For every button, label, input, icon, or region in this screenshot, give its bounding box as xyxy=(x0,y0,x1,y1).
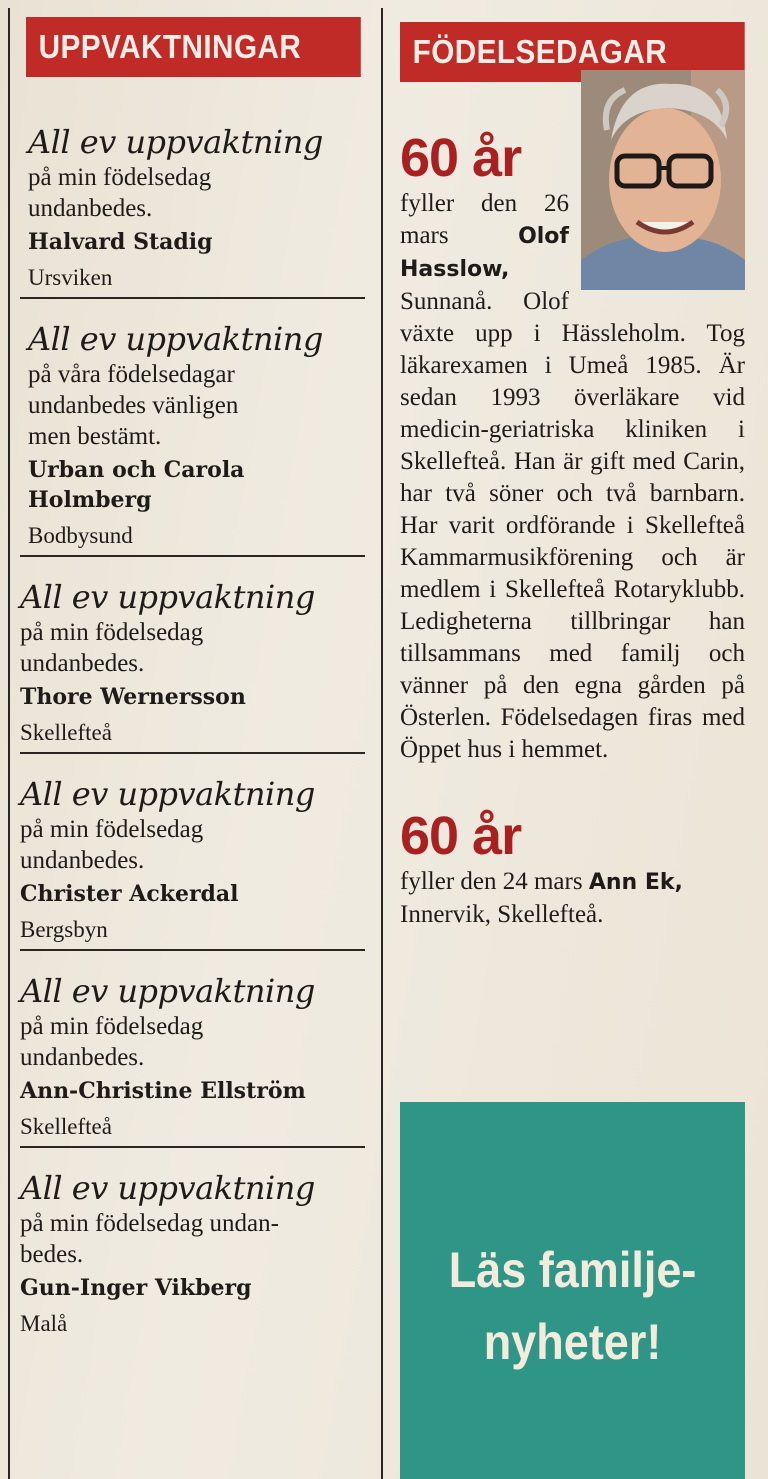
birthday-entry-ann xyxy=(400,806,745,931)
notice-title: All ev uppvaktning xyxy=(20,775,315,813)
notice-body-line: men bestämt. xyxy=(28,423,162,450)
birthday-entry-olof xyxy=(400,128,745,766)
notice-name: Gun-Inger Vikberg xyxy=(20,1275,252,1301)
notices-column xyxy=(20,122,365,1363)
notice-body-line: på våra födelsedagar xyxy=(28,361,235,388)
notice-place: Malå xyxy=(20,1311,68,1336)
notice-body xyxy=(20,617,365,679)
notice-title: All ev uppvaktning xyxy=(20,1169,315,1207)
notice-name: Ann-Christine Ellström xyxy=(20,1078,306,1104)
notice-body-line: på min födelsedag xyxy=(20,816,204,843)
left-margin-rule xyxy=(8,8,10,1479)
birthday-text xyxy=(400,866,745,931)
notice-name: Halvard Stadig xyxy=(28,229,213,255)
notice-body-line: undanbedes. xyxy=(20,1044,145,1071)
notice-item xyxy=(20,1168,365,1343)
notice-name: Christer Ackerdal xyxy=(20,881,239,907)
notice-place: Ursviken xyxy=(28,265,113,290)
uppvaktningar-header-text: UPPVAKTNINGAR xyxy=(38,28,302,65)
birthday-intro: fyller den 24 mars xyxy=(400,868,583,895)
notice-item xyxy=(20,122,365,299)
column-divider-rule xyxy=(381,8,383,1479)
birthday-place: Innervik, Skellefteå. xyxy=(400,901,604,928)
ad-line-2: nyheter! xyxy=(483,1313,662,1370)
notice-body-line: undanbedes. xyxy=(28,195,153,222)
notice-title: All ev uppvaktning xyxy=(20,972,315,1010)
notice-place: Skellefteå xyxy=(20,1114,112,1139)
notice-name-line: Urban och Carola xyxy=(28,457,245,483)
age-heading: 60 år xyxy=(400,128,522,188)
notice-place: Bergsbyn xyxy=(20,917,108,942)
notice-body-line: undanbedes vänligen xyxy=(28,392,239,419)
age-heading: 60 år xyxy=(400,806,522,866)
birthday-place: Sunnanå. xyxy=(400,288,493,315)
notice-item xyxy=(20,577,365,754)
notice-name xyxy=(28,455,365,515)
notice-body-line: på min födelsedag xyxy=(20,1013,204,1040)
birthday-name: Ann Ek, xyxy=(588,870,683,895)
ad-line-1: Läs familje- xyxy=(448,1241,697,1298)
notice-item xyxy=(20,971,365,1148)
notice-body-line: undanbedes. xyxy=(20,847,145,874)
familjenyheter-ad[interactable] xyxy=(400,1102,745,1479)
notice-body-line: på min födelsedag undan- xyxy=(20,1210,279,1237)
portrait-photo xyxy=(581,70,745,290)
notice-title: All ev uppvaktning xyxy=(20,578,315,616)
uppvaktningar-header xyxy=(26,17,361,77)
notice-body xyxy=(20,1011,365,1073)
notice-title: All ev uppvaktning xyxy=(28,123,323,161)
notice-body xyxy=(28,359,365,452)
notice-body-line: bedes. xyxy=(20,1241,84,1268)
notice-place: Skellefteå xyxy=(20,720,112,745)
notice-place: Bodbysund xyxy=(28,523,133,548)
notice-body-line: på min födelsedag xyxy=(28,164,212,191)
notice-item xyxy=(20,319,365,557)
notice-item xyxy=(20,774,365,951)
notice-name-line: Holmberg xyxy=(28,487,152,513)
notice-body xyxy=(20,1208,365,1270)
notice-title: All ev uppvaktning xyxy=(28,320,323,358)
birthday-intro: fyller den 26 mars xyxy=(400,190,569,249)
birthdays-column xyxy=(400,128,745,931)
notice-body xyxy=(28,162,365,224)
birthday-name: Olof Hasslow, xyxy=(400,224,569,282)
portrait-illustration xyxy=(581,70,745,290)
notice-body-line: på min födelsedag xyxy=(20,619,204,646)
fodelsedagar-header-text: FÖDELSEDAGAR xyxy=(412,33,668,70)
birthday-bio: Olof växte upp i Hässleholm. Tog läkarexamen i Umeå 1985. Är sedan 1993 överläkare vid medicin-geriatriska kliniken i Skellefteå. Han är gift med Carin, har två söner och två barnbarn. Har varit ordförande i Skellefteå Kammarmusikförening och är medlem i Skellefteå Rotaryklubb. Ledigheterna tillbringar han tillsammans med familj och vänner på den egna gården på Österlen. Födelsedagen firas med Öppet hus i hemmet. xyxy=(400,288,745,763)
notice-body-line: undanbedes. xyxy=(20,650,145,677)
ad-text xyxy=(449,1234,697,1378)
notice-body xyxy=(20,814,365,876)
notice-name: Thore Wernersson xyxy=(20,684,246,710)
